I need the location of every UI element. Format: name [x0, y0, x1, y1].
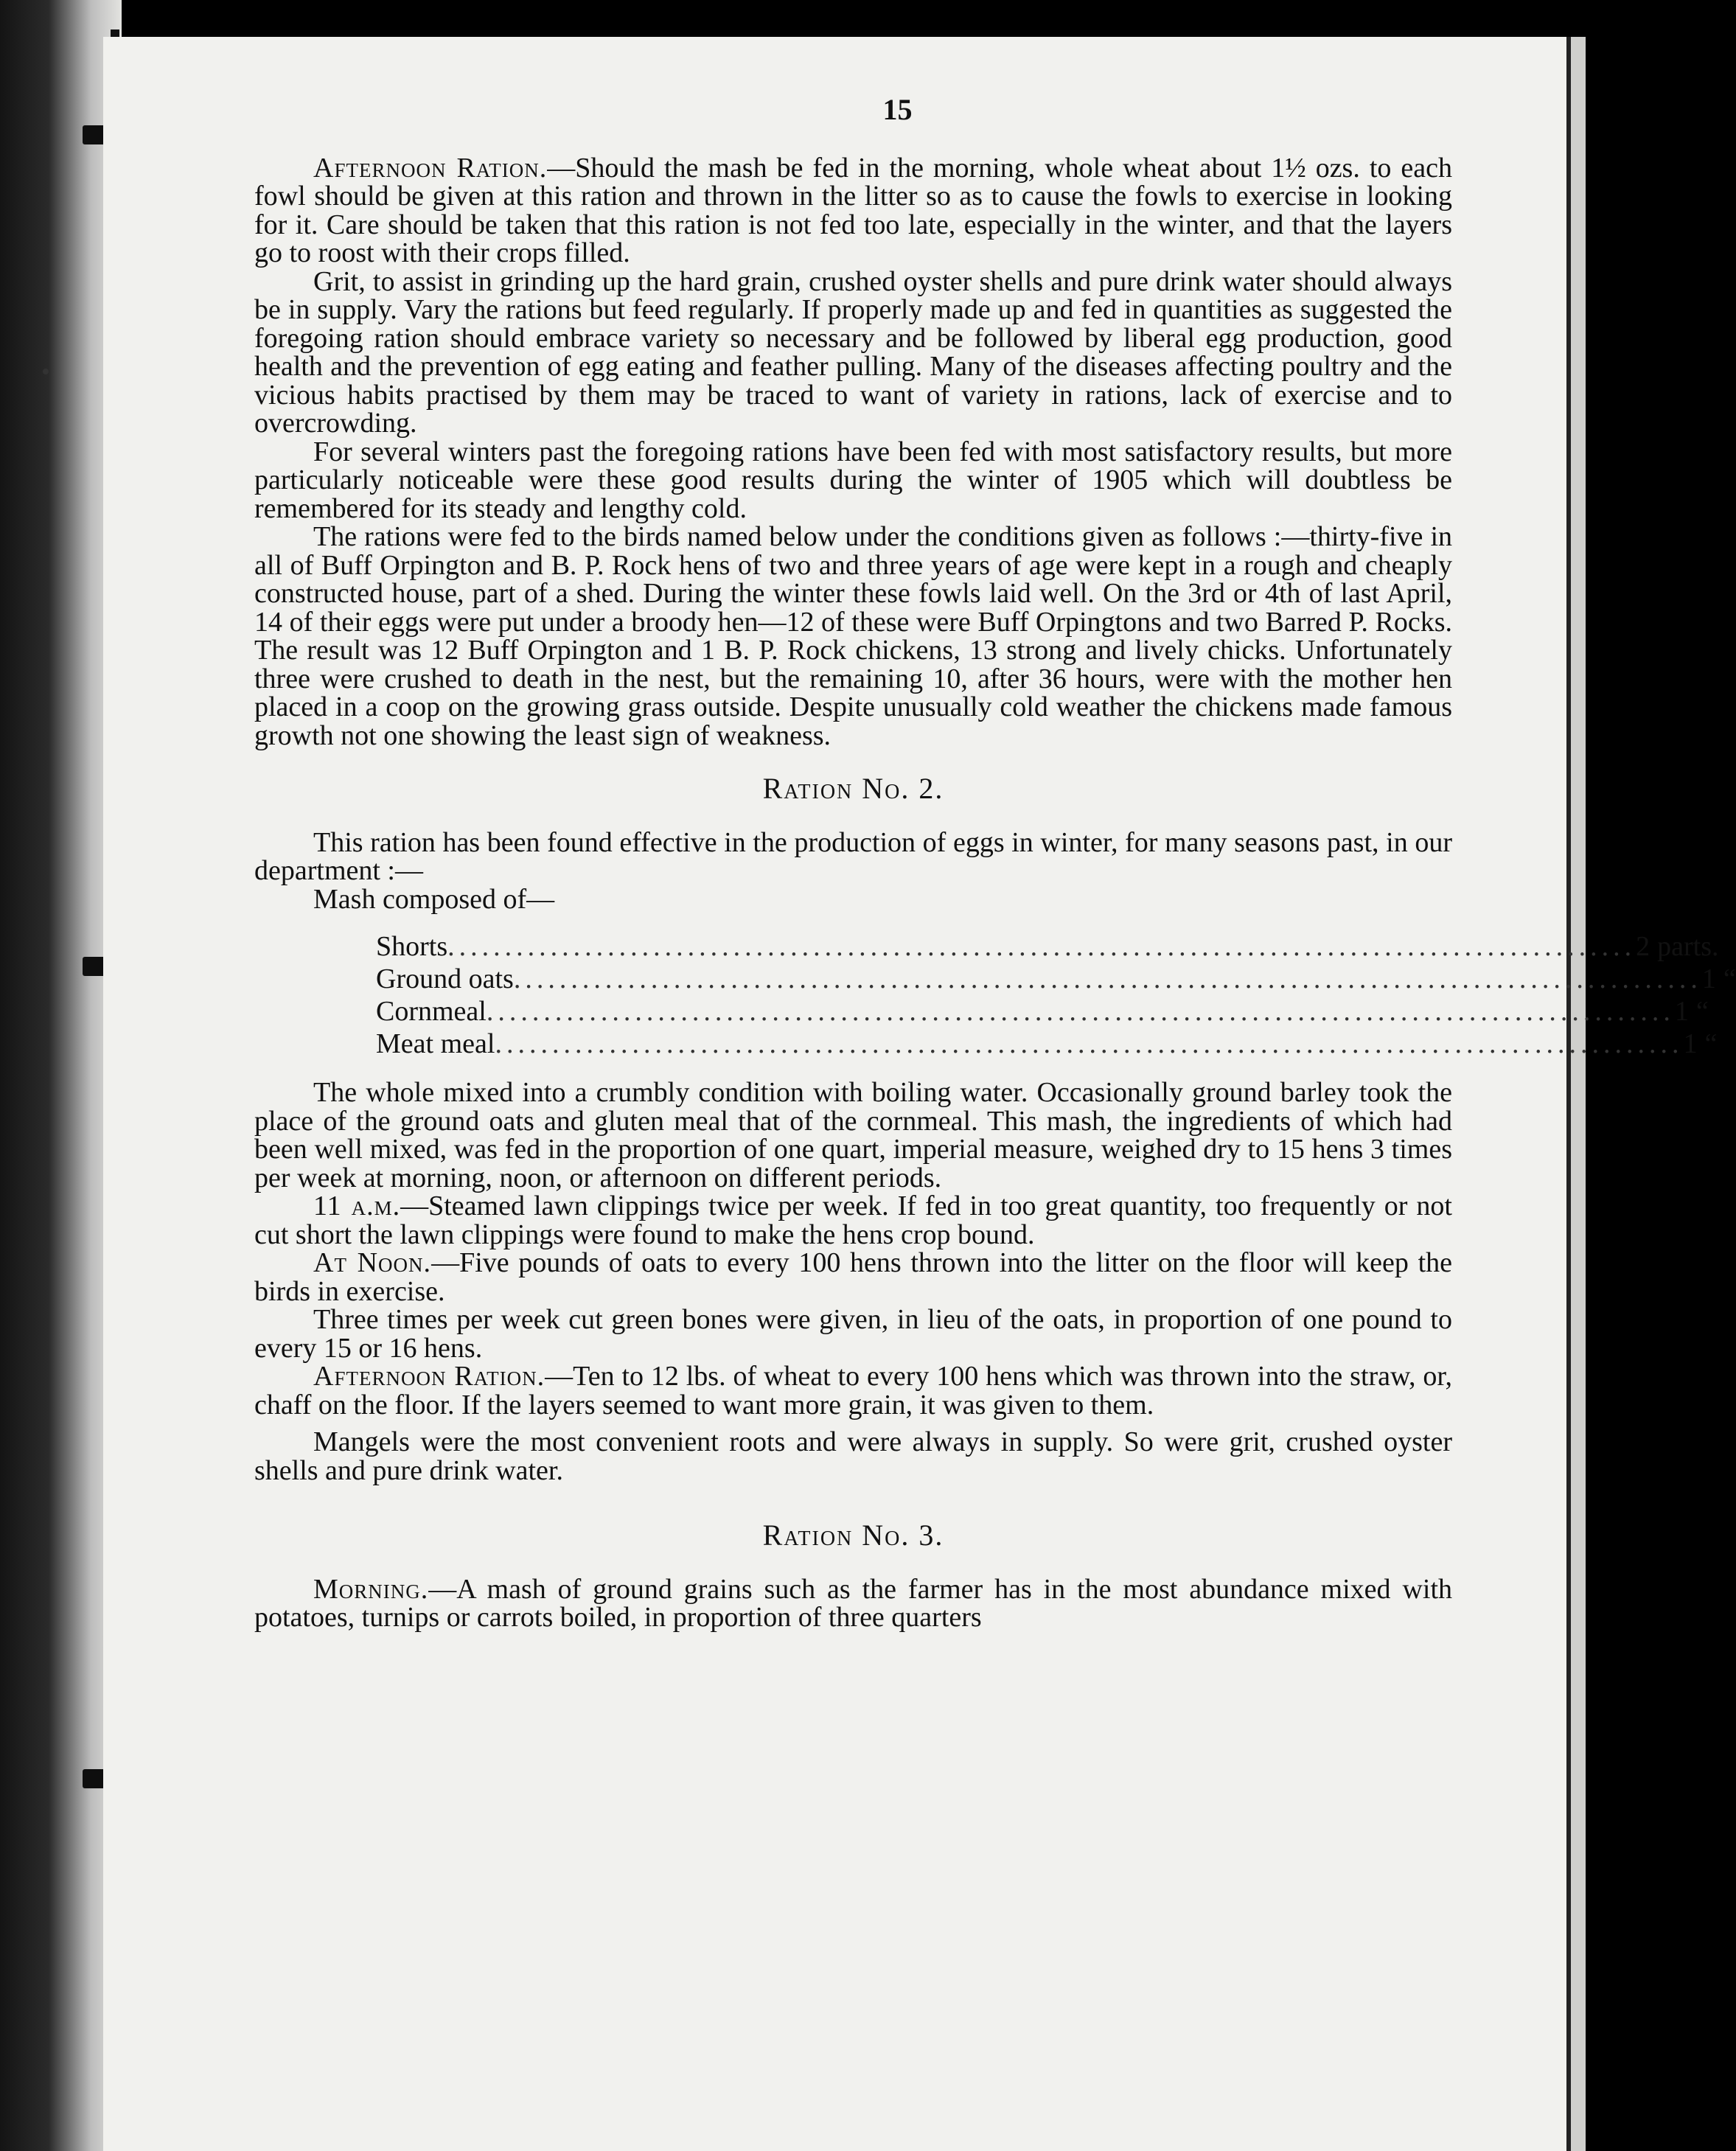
paragraph [254, 438, 1452, 523]
dot-leader: ........................................................................................................ [486, 996, 1675, 1027]
dot-leader: ........................................................................................................ [447, 931, 1636, 962]
paragraph [254, 265, 1452, 439]
paragraph [254, 1078, 1452, 1192]
paragraph-text: —Steamed lawn clippings twice per week. If fed in too great quantity, too frequently or not cut short the lawn clippings were found to make the hens crop bound. [254, 1190, 1452, 1250]
paragraph-lead: Afternoon Ration. [313, 152, 548, 184]
paragraph-lead: Afternoon Ration. [313, 1361, 545, 1392]
list-item [376, 963, 1736, 997]
ingredient-quantity: 1 [1683, 1028, 1698, 1059]
paragraph-text: For several winters past the foregoing rations have been fed with most satisfactory results, but more particularly noticeable were these good results during the winter of 1905 which will doubtless be remembered for its steady and lengthy cold. [254, 436, 1452, 524]
paragraph [254, 154, 1452, 268]
paragraph [254, 523, 1452, 750]
ingredient-unit: parts. [1657, 931, 1719, 962]
paragraph-text: —Five pounds of oats to every 100 hens thrown into the litter on the floor will keep the birds in exercise. [254, 1247, 1452, 1307]
scan-speck [43, 369, 49, 374]
paragraph-lead: Morning. [313, 1573, 429, 1605]
paragraph [254, 1305, 1452, 1362]
paragraph-text: —A mash of ground grains such as the farmer has in the most abundance mixed with potatoes, turnips or carrots boiled, in proportion of three quarters [254, 1573, 1452, 1633]
paragraph-text: Mangels were the most convenient roots and were always in supply. So were grit, crushed oyster shells and pure drink water. [254, 1426, 1452, 1486]
page-content [254, 93, 1736, 1633]
paragraph-text: —Should the mash be fed in the morning, whole wheat about 1½ ozs. to each fowl should be given at this ration and thrown in the litter so as to cause the fowls to exercise in looking for it. Care should be taken that this ration is not fed too late, especially in the winter, and that the layers go to roost with their crops filled. [254, 152, 1452, 268]
paragraph-text: The rations were fed to the birds named below under the conditions given as follows :—thirty-five in all of Buff Orpington and B. P. Rock hens of two and three years of age were kept in a rough and cheaply constructed house, part of a shed. During the winter these fowls laid well. On the 3rd or 4th of last April, 14 of their eggs were put under a broody hen—12 of these were Buff Orpingtons and two Barred P. Rocks. The result was 12 Buff Orpington and 1 B. P. Rock chickens, 13 strong and lively chicks. Unfortunately three were crushed to death in the nest, but the remaining 10, after 36 hours, were with the mother hen placed in a coop on the growing grass outside. Despite unusually cold weather the chickens made famous growth not one showing the least sign of weakness. [254, 521, 1452, 751]
mash-ingredients-list [376, 931, 1736, 1062]
ingredient-name: Ground oats [376, 963, 514, 994]
ingredient-unit: “ [1695, 996, 1709, 1027]
section-heading-ration-2: Ration No. 2. [762, 772, 944, 805]
paragraph [254, 1428, 1452, 1485]
paragraph-text: Three times per week cut green bones were given, in lieu of the oats, in proportion of one pound to every 15 or 16 hens. [254, 1304, 1452, 1364]
paragraph: This ration has been found effective in the production of eggs in winter, for many seasons past, in our department :— [254, 826, 1452, 886]
list-item [376, 931, 1719, 965]
ingredient-name: Meat meal [376, 1028, 495, 1059]
ingredient-quantity: 1 [1701, 963, 1716, 994]
ingredient-name: Shorts [376, 931, 448, 962]
dot-leader: ........................................................................................................ [495, 1028, 1684, 1059]
page-right-edge [1566, 37, 1586, 2151]
page-number: 15 [882, 93, 913, 126]
paragraph-lead: At Noon. [313, 1247, 432, 1278]
mash-label: Mash composed of— [313, 883, 555, 915]
paragraph-text: The whole mixed into a crumbly condition with boiling water. Occasionally ground barley took the place of the ground oats and gluten meal that of the cornmeal. This mash, the ingredients of which had been well mixed, was fed in the proportion of one quart, imperial measure, weighed dry to 15 hens 3 times per week at morning, noon, or afternoon on different periods. [254, 1077, 1452, 1193]
ingredient-unit: “ [1704, 1028, 1718, 1059]
dot-leader: ........................................................................................................ [513, 963, 1702, 994]
ingredient-name: Cornmeal [376, 996, 487, 1027]
paragraph [254, 1362, 1452, 1419]
section-heading-ration-3: Ration No. 3. [762, 1519, 944, 1552]
list-item [376, 996, 1709, 1030]
paragraph [254, 1575, 1452, 1632]
ingredient-quantity: 1 [1674, 996, 1689, 1027]
paragraph [254, 1192, 1452, 1249]
ingredient-quantity: 2 [1636, 931, 1650, 962]
paragraph [254, 1249, 1452, 1305]
ingredient-unit: “ [1723, 963, 1736, 994]
paragraph-text: —Ten to 12 lbs. of wheat to every 100 hens which was thrown into the straw, or, chaff on the floor. If the layers seemed to want more grain, it was given to them. [254, 1361, 1452, 1420]
paragraph-lead: 11 a.m. [313, 1190, 401, 1221]
paragraph-text: Grit, to assist in grinding up the hard grain, crushed oyster shells and pure drink water should always be in supply. Vary the rations but feed regularly. If properly made up and fed in quantities as suggested the foregoing ration should embrace variety so necessary and be followed by liberal egg production, good health and the prevention of egg eating and feather pulling. Many of the diseases affecting poultry and the vicious habits practised by them may be traced to want of variety in rations, lack of exercise and to overcrowding. [254, 265, 1452, 439]
list-item [376, 1028, 1718, 1062]
